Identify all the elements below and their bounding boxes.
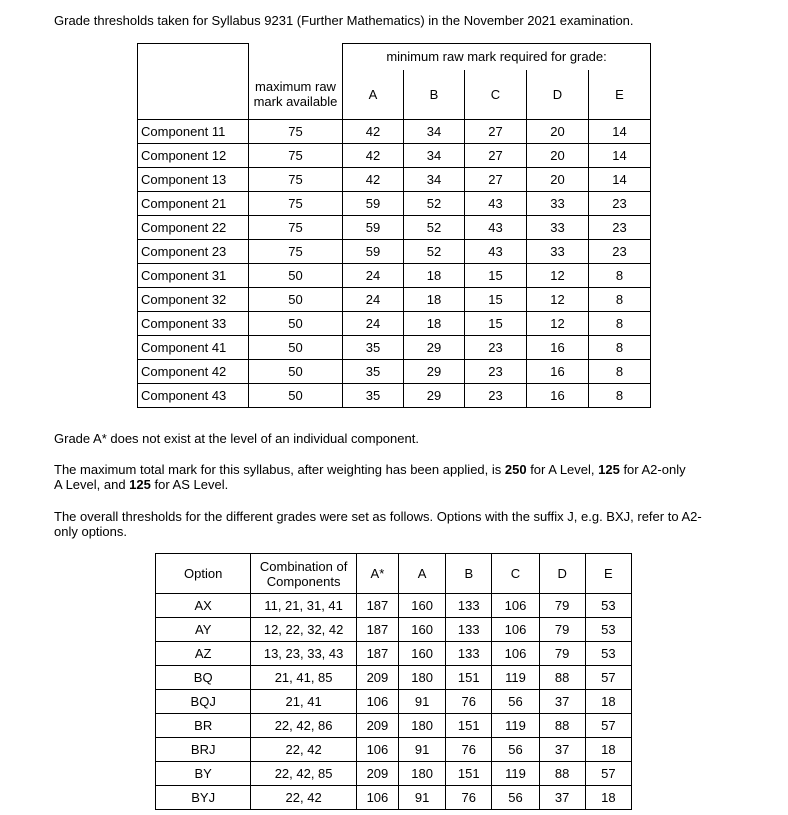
grade-threshold-cell: 35 (343, 384, 404, 408)
grade-threshold-cell: 209 (356, 762, 398, 786)
grade-threshold-cell: 35 (343, 360, 404, 384)
component-label: Component 42 (138, 360, 249, 384)
grade-threshold-cell: 42 (343, 120, 404, 144)
grade-header: B (404, 70, 465, 120)
grade-threshold-cell: 187 (356, 618, 398, 642)
component-row (138, 120, 651, 144)
grade-threshold-cell: 53 (585, 594, 631, 618)
grade-threshold-cell: 23 (465, 336, 527, 360)
component-label: Component 33 (138, 312, 249, 336)
grade-threshold-cell: 76 (446, 738, 492, 762)
option-row (156, 762, 632, 786)
grade-threshold-cell: 12 (527, 264, 589, 288)
grade-header: E (589, 70, 651, 120)
grade-threshold-cell: 27 (465, 144, 527, 168)
max-total-text: The maximum total mark for this syllabus, after weighting has been applied, is 250 for A Level, 125 for A2-only A Level, and 125 for AS Level. (54, 462, 686, 492)
grade-header: A (399, 554, 446, 594)
grade-threshold-cell: 24 (343, 288, 404, 312)
combination-cell: 22, 42, 85 (251, 762, 356, 786)
grade-threshold-cell: 209 (356, 714, 398, 738)
component-label: Component 31 (138, 264, 249, 288)
grade-header: B (446, 554, 492, 594)
grade-threshold-cell: 8 (589, 312, 651, 336)
grade-threshold-cell: 57 (585, 666, 631, 690)
max-mark-cell: 75 (249, 216, 343, 240)
grade-threshold-cell: 76 (446, 786, 492, 810)
component-label: Component 23 (138, 240, 249, 264)
component-label: Component 12 (138, 144, 249, 168)
grade-threshold-cell: 23 (589, 192, 651, 216)
option-code-cell: AY (156, 618, 251, 642)
grade-threshold-cell: 151 (446, 762, 492, 786)
grade-threshold-cell: 37 (539, 786, 585, 810)
combination-cell: 22, 42 (251, 786, 356, 810)
component-label: Component 22 (138, 216, 249, 240)
grade-threshold-cell: 27 (465, 168, 527, 192)
grade-threshold-cell: 18 (585, 786, 631, 810)
grade-threshold-cell: 133 (446, 594, 492, 618)
grade-threshold-cell: 53 (585, 642, 631, 666)
grade-threshold-cell: 119 (492, 666, 539, 690)
grade-threshold-cell: 23 (589, 216, 651, 240)
grade-header: D (527, 70, 589, 120)
empty-corner-cell (138, 44, 249, 120)
grade-threshold-cell: 15 (465, 312, 527, 336)
grade-header: A* (356, 554, 398, 594)
grade-threshold-cell: 76 (446, 690, 492, 714)
grade-threshold-cell: 209 (356, 666, 398, 690)
grade-threshold-cell: 160 (399, 594, 446, 618)
max-mark-cell: 75 (249, 240, 343, 264)
grade-threshold-cell: 37 (539, 690, 585, 714)
option-row (156, 594, 632, 618)
grade-threshold-cell: 8 (589, 264, 651, 288)
grade-threshold-cell: 56 (492, 738, 539, 762)
option-row (156, 618, 632, 642)
combination-cell: 22, 42 (251, 738, 356, 762)
grade-threshold-cell: 37 (539, 738, 585, 762)
component-label: Component 21 (138, 192, 249, 216)
grade-threshold-cell: 23 (589, 240, 651, 264)
max-mark-cell: 75 (249, 120, 343, 144)
grade-threshold-cell: 33 (527, 192, 589, 216)
grade-threshold-cell: 57 (585, 762, 631, 786)
max-mark-cell: 50 (249, 360, 343, 384)
overall-intro-text: The overall thresholds for the different grades were set as follows. Options with the suffix J, e.g. BXJ, refer to A2-only options. (54, 509, 702, 539)
grade-threshold-cell: 56 (492, 786, 539, 810)
combination-header: Combination of Components (251, 554, 356, 594)
grade-threshold-cell: 24 (343, 312, 404, 336)
combination-cell: 11, 21, 31, 41 (251, 594, 356, 618)
grade-threshold-cell: 15 (465, 288, 527, 312)
max-mark-cell: 50 (249, 264, 343, 288)
max-mark-cell: 75 (249, 144, 343, 168)
grade-threshold-cell: 18 (404, 264, 465, 288)
grade-threshold-cell: 23 (465, 360, 527, 384)
grade-threshold-cell: 43 (465, 216, 527, 240)
option-code-cell: BR (156, 714, 251, 738)
component-row (138, 336, 651, 360)
grade-threshold-cell: 43 (465, 192, 527, 216)
combination-cell: 21, 41, 85 (251, 666, 356, 690)
component-row (138, 384, 651, 408)
max-mark-cell: 50 (249, 288, 343, 312)
grade-threshold-cell: 91 (399, 690, 446, 714)
combination-cell: 12, 22, 32, 42 (251, 618, 356, 642)
grade-threshold-cell: 106 (356, 690, 398, 714)
a-star-note: Grade A* does not exist at the level of an individual component. (54, 431, 419, 446)
grade-threshold-cell: 106 (356, 786, 398, 810)
option-code-cell: BYJ (156, 786, 251, 810)
grade-threshold-cell: 29 (404, 336, 465, 360)
grade-threshold-cell: 106 (492, 618, 539, 642)
grade-threshold-cell: 53 (585, 618, 631, 642)
grade-threshold-cell: 14 (589, 120, 651, 144)
option-code-cell: BQ (156, 666, 251, 690)
grade-header: C (492, 554, 539, 594)
grade-group-header: minimum raw mark required for grade: (343, 44, 651, 70)
option-code-cell: AZ (156, 642, 251, 666)
grade-threshold-cell: 16 (527, 384, 589, 408)
grade-header: A (343, 70, 404, 120)
grade-threshold-cell: 29 (404, 384, 465, 408)
grade-threshold-cell: 180 (399, 762, 446, 786)
grade-threshold-cell: 18 (404, 312, 465, 336)
grade-threshold-cell: 18 (585, 738, 631, 762)
option-code-cell: BY (156, 762, 251, 786)
grade-threshold-cell: 29 (404, 360, 465, 384)
option-row (156, 738, 632, 762)
intro-text: Grade thresholds taken for Syllabus 9231 (Further Mathematics) in the November 2021 examination. (54, 13, 634, 28)
component-row (138, 144, 651, 168)
grade-threshold-cell: 8 (589, 288, 651, 312)
grade-threshold-cell: 88 (539, 666, 585, 690)
grade-threshold-cell: 91 (399, 786, 446, 810)
component-label: Component 11 (138, 120, 249, 144)
component-label: Component 43 (138, 384, 249, 408)
grade-threshold-cell: 91 (399, 738, 446, 762)
grade-threshold-cell: 106 (492, 594, 539, 618)
grade-threshold-cell: 42 (343, 168, 404, 192)
grade-threshold-cell: 20 (527, 168, 589, 192)
grade-threshold-cell: 79 (539, 642, 585, 666)
grade-threshold-cell: 20 (527, 120, 589, 144)
component-row (138, 312, 651, 336)
blank-header-cell (249, 44, 343, 70)
combination-cell: 13, 23, 33, 43 (251, 642, 356, 666)
grade-threshold-cell: 79 (539, 618, 585, 642)
combination-cell: 21, 41 (251, 690, 356, 714)
max-mark-cell: 75 (249, 168, 343, 192)
option-code-cell: BQJ (156, 690, 251, 714)
grade-threshold-cell: 160 (399, 618, 446, 642)
grade-threshold-cell: 57 (585, 714, 631, 738)
component-row (138, 168, 651, 192)
component-row (138, 288, 651, 312)
grade-threshold-cell: 8 (589, 336, 651, 360)
component-label: Component 13 (138, 168, 249, 192)
grade-threshold-cell: 88 (539, 714, 585, 738)
grade-threshold-cell: 18 (585, 690, 631, 714)
grade-threshold-cell: 43 (465, 240, 527, 264)
grade-threshold-cell: 88 (539, 762, 585, 786)
grade-threshold-cell: 119 (492, 762, 539, 786)
max-mark-cell: 75 (249, 192, 343, 216)
grade-threshold-cell: 12 (527, 288, 589, 312)
grade-threshold-cell: 119 (492, 714, 539, 738)
grade-header: D (539, 554, 585, 594)
grade-threshold-cell: 8 (589, 384, 651, 408)
grade-threshold-cell: 15 (465, 264, 527, 288)
grade-threshold-cell: 79 (539, 594, 585, 618)
component-row (138, 360, 651, 384)
component-row (138, 192, 651, 216)
grade-threshold-cell: 16 (527, 336, 589, 360)
grade-threshold-cell: 34 (404, 144, 465, 168)
component-thresholds-table (137, 43, 651, 408)
option-header: Option (156, 554, 251, 594)
component-row (138, 264, 651, 288)
combination-cell: 22, 42, 86 (251, 714, 356, 738)
grade-threshold-cell: 34 (404, 120, 465, 144)
overall-thresholds-table (155, 553, 632, 810)
grade-threshold-cell: 12 (527, 312, 589, 336)
option-row (156, 786, 632, 810)
grade-threshold-cell: 16 (527, 360, 589, 384)
grade-header: E (585, 554, 631, 594)
grade-threshold-cell: 24 (343, 264, 404, 288)
grade-threshold-cell: 52 (404, 240, 465, 264)
option-row (156, 690, 632, 714)
component-row (138, 240, 651, 264)
grade-threshold-cell: 42 (343, 144, 404, 168)
grade-threshold-cell: 18 (404, 288, 465, 312)
grade-threshold-cell: 23 (465, 384, 527, 408)
grade-threshold-cell: 52 (404, 216, 465, 240)
grade-threshold-cell: 59 (343, 216, 404, 240)
grade-threshold-cell: 180 (399, 666, 446, 690)
grade-threshold-cell: 33 (527, 240, 589, 264)
max-mark-cell: 50 (249, 336, 343, 360)
grade-threshold-cell: 20 (527, 144, 589, 168)
option-code-cell: BRJ (156, 738, 251, 762)
grade-threshold-cell: 133 (446, 642, 492, 666)
option-row (156, 666, 632, 690)
grade-threshold-cell: 35 (343, 336, 404, 360)
grade-threshold-cell: 14 (589, 144, 651, 168)
grade-threshold-cell: 8 (589, 360, 651, 384)
option-row (156, 714, 632, 738)
grade-threshold-cell: 180 (399, 714, 446, 738)
grade-threshold-cell: 27 (465, 120, 527, 144)
grade-threshold-cell: 34 (404, 168, 465, 192)
component-label: Component 41 (138, 336, 249, 360)
component-label: Component 32 (138, 288, 249, 312)
max-mark-cell: 50 (249, 384, 343, 408)
max-mark-header: maximum raw mark available (249, 70, 343, 120)
grade-threshold-cell: 56 (492, 690, 539, 714)
grade-threshold-cell: 133 (446, 618, 492, 642)
component-row (138, 216, 651, 240)
grade-threshold-cell: 14 (589, 168, 651, 192)
grade-threshold-cell: 59 (343, 240, 404, 264)
grade-threshold-cell: 106 (356, 738, 398, 762)
grade-threshold-cell: 59 (343, 192, 404, 216)
option-code-cell: AX (156, 594, 251, 618)
option-row (156, 642, 632, 666)
grade-threshold-cell: 160 (399, 642, 446, 666)
grade-threshold-cell: 33 (527, 216, 589, 240)
grade-threshold-cell: 151 (446, 666, 492, 690)
grade-threshold-cell: 187 (356, 642, 398, 666)
grade-threshold-cell: 187 (356, 594, 398, 618)
max-mark-cell: 50 (249, 312, 343, 336)
grade-threshold-cell: 52 (404, 192, 465, 216)
grade-threshold-cell: 151 (446, 714, 492, 738)
grade-header: C (465, 70, 527, 120)
grade-threshold-cell: 106 (492, 642, 539, 666)
